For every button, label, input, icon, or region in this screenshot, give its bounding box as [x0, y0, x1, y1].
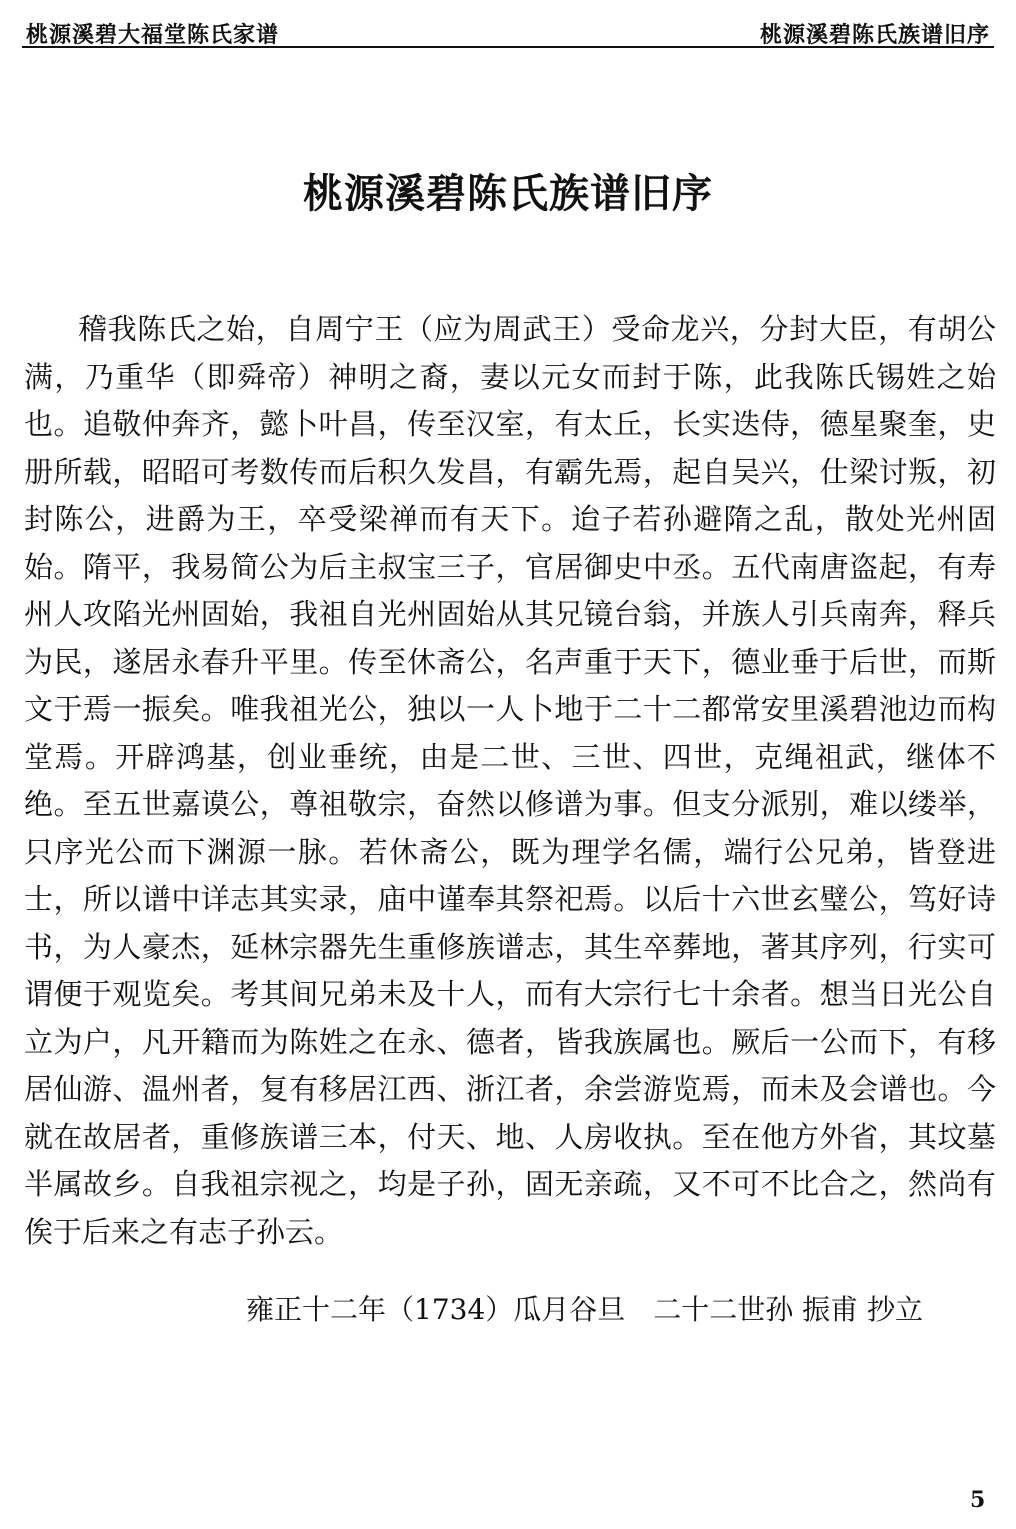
text-line: 俟于后来之有志子孙云。 [24, 1214, 344, 1249]
running-header [22, 14, 994, 48]
text-line: 为民，遂居永春升平里。传至休斋公，名声重于天下，德业垂于后世，而斯 [24, 644, 996, 679]
text-line: 居仙游、温州者，复有移居江西、浙江者，余尝游览焉，而未及会谱也。今 [24, 1072, 996, 1106]
text-line: 文于焉一振矣。唯我祖光公，独以一人卜地于二十二都常安里溪碧池边而构 [24, 692, 996, 726]
text-line: 州人攻陷光州固始，我祖自光州固始从其兄镜台翁，并族人引兵南奔，释兵 [24, 597, 996, 631]
text-line: 立为户，凡开籍而为陈姓之在永、德者，皆我族属也。厥后一公而下，有移 [24, 1024, 996, 1059]
text-line: 只序光公而下渊源一脉。若休斋公，既为理学名儒，端行公兄弟，皆登进 [24, 834, 996, 869]
text-line: 书，为人豪杰，延林宗器先生重修族谱志，其生卒葬地，著其序列，行实可 [24, 929, 996, 964]
header-book-title: 桃源溪碧大福堂陈氏家谱 [26, 22, 280, 48]
page-title: 桃源溪碧陈氏族谱旧序 [303, 170, 713, 217]
text-line: 册所载，昭昭可考数传而后积久发昌，有霸先焉，起自吴兴，仕梁讨叛，初 [24, 454, 996, 489]
header-section-title: 桃源溪碧陈氏族谱旧序 [759, 22, 990, 48]
text-line: 也。追敬仲奔齐，懿卜叶昌，传至汉室，有太丘，长实迭侍，德星聚奎，史 [24, 407, 996, 441]
text-line: 稽我陈氏之始，自周宁王（应为周武王）受命龙兴，分封大臣，有胡公 [78, 312, 996, 346]
page-number: 5 [970, 1487, 986, 1513]
text-line: 绝。至五世嘉谟公，尊祖敬宗，奋然以修谱为事。但支分派别，难以缕举， [24, 787, 996, 821]
text-line: 谓便于观览矣。考其间兄弟未及十人，而有大宗行七十余者。想当日光公自 [24, 977, 996, 1011]
text-line: 士，所以谱中详志其实录，庙中谨奉其祭祀焉。以后十六世玄璧公，笃好诗 [24, 882, 996, 916]
text-line: 堂焉。开辟鸿基，创业垂统，由是二世、三世、四世，克绳祖武，继体不 [24, 739, 996, 774]
signature-line: 雍正十二年（1734）瓜月谷旦 二十二世孙 振甫 抄立 [246, 1293, 924, 1326]
text-line: 就在故居者，重修族谱三本，付天、地、人房收执。至在他方外省，其坟墓 [24, 1119, 996, 1154]
text-line: 满，乃重华（即舜帝）神明之裔，妻以元女而封于陈，此我陈氏锡姓之始 [24, 359, 996, 394]
text-line: 始。隋平，我易简公为后主叔宝三子，官居御史中丞。五代南唐盗起，有寿 [24, 549, 996, 584]
preface-body [24, 306, 996, 1256]
text-line: 封陈公，进爵为王，卒受梁禅而有天下。迨子若孙避隋之乱，散处光州固 [24, 502, 996, 536]
text-line: 半属故乡。自我祖宗视之，均是子孙，固无亲疏，又不可不比合之，然尚有 [24, 1167, 996, 1201]
